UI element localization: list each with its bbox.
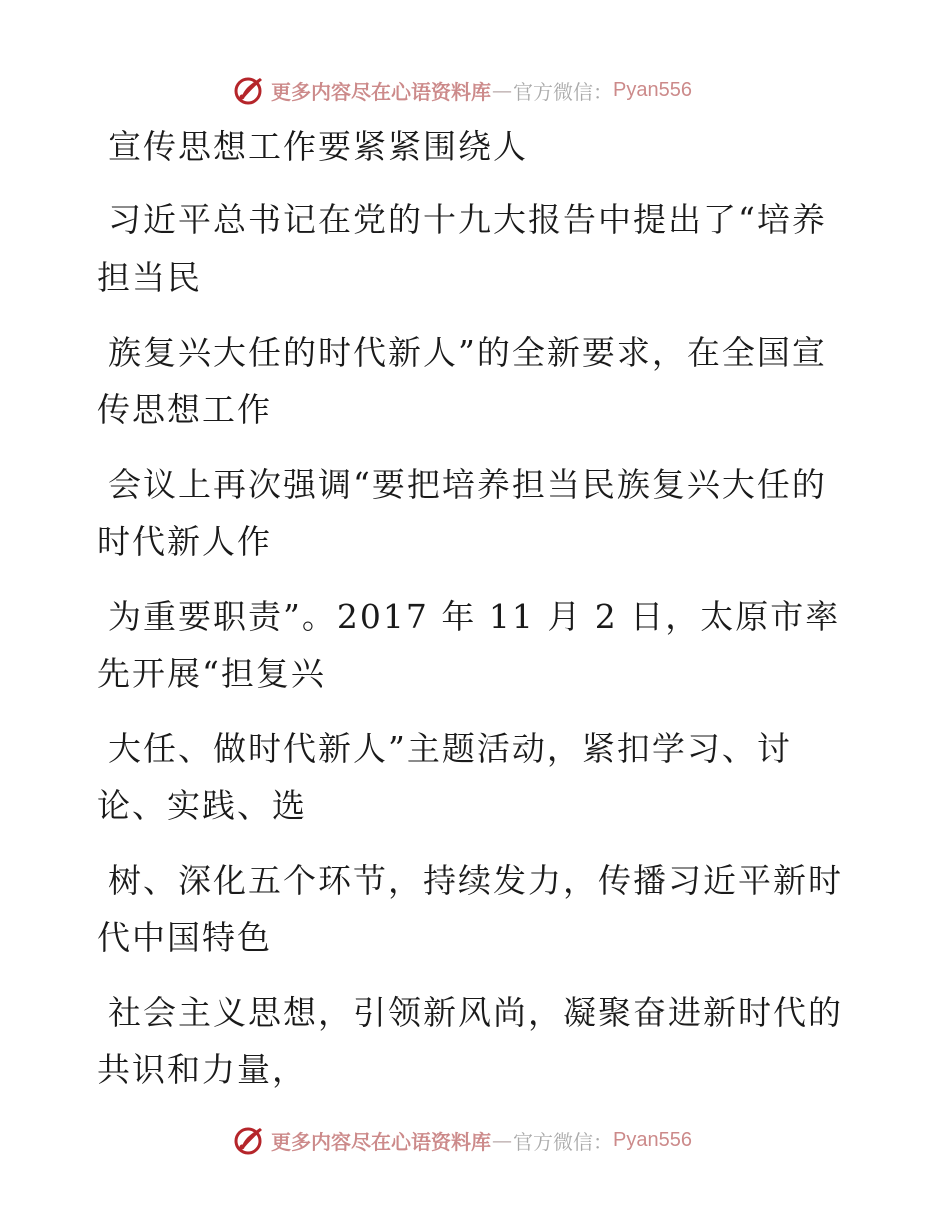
banner-text: 更多内容尽在心语资料库 bbox=[271, 1129, 491, 1154]
text-line: 传思想工作 bbox=[97, 390, 272, 429]
text-line: 先开展“担复兴 bbox=[97, 654, 326, 693]
text-line: 族复兴大任的时代新人”的全新要求，在全国宣 bbox=[108, 333, 827, 372]
text-line: 树、深化五个环节，持续发力，传播习近平新时 bbox=[108, 861, 843, 900]
banner-dash: — bbox=[492, 78, 512, 102]
footer-banner bbox=[233, 1122, 692, 1158]
banner-wechat-id: Pyan556 bbox=[613, 1128, 692, 1151]
banner-wechat-id: Pyan556 bbox=[613, 78, 692, 101]
text-line: 担当民 bbox=[97, 258, 202, 297]
banner-wechat-label: 官方微信： bbox=[513, 79, 613, 104]
text-line: 时代新人作 bbox=[97, 522, 272, 561]
text-line: 为重要职责”。2017 年 11 月 2 日，太原市率 bbox=[108, 597, 841, 636]
text-line: 会议上再次强调“要把培养担当民族复兴大任的 bbox=[108, 465, 827, 504]
text-line: 宣传思想工作要紧紧围绕人 bbox=[108, 127, 528, 166]
text-line: 大任、做时代新人”主题活动，紧扣学习、讨 bbox=[108, 729, 792, 768]
banner-text: 更多内容尽在心语资料库 bbox=[271, 79, 491, 104]
banner-dash: — bbox=[492, 1128, 512, 1152]
banner-wechat-label: 官方微信： bbox=[513, 1129, 613, 1154]
text-line: 共识和力量， bbox=[97, 1050, 307, 1089]
text-line: 社会主义思想，引领新风尚，凝聚奋进新时代的 bbox=[108, 993, 843, 1032]
text-line: 论、实践、选 bbox=[97, 786, 307, 825]
brush-logo-icon bbox=[233, 1124, 265, 1156]
text-line: 习近平总书记在党的十九大报告中提出了“培养 bbox=[108, 200, 827, 239]
text-line: 代中国特色 bbox=[97, 918, 272, 957]
